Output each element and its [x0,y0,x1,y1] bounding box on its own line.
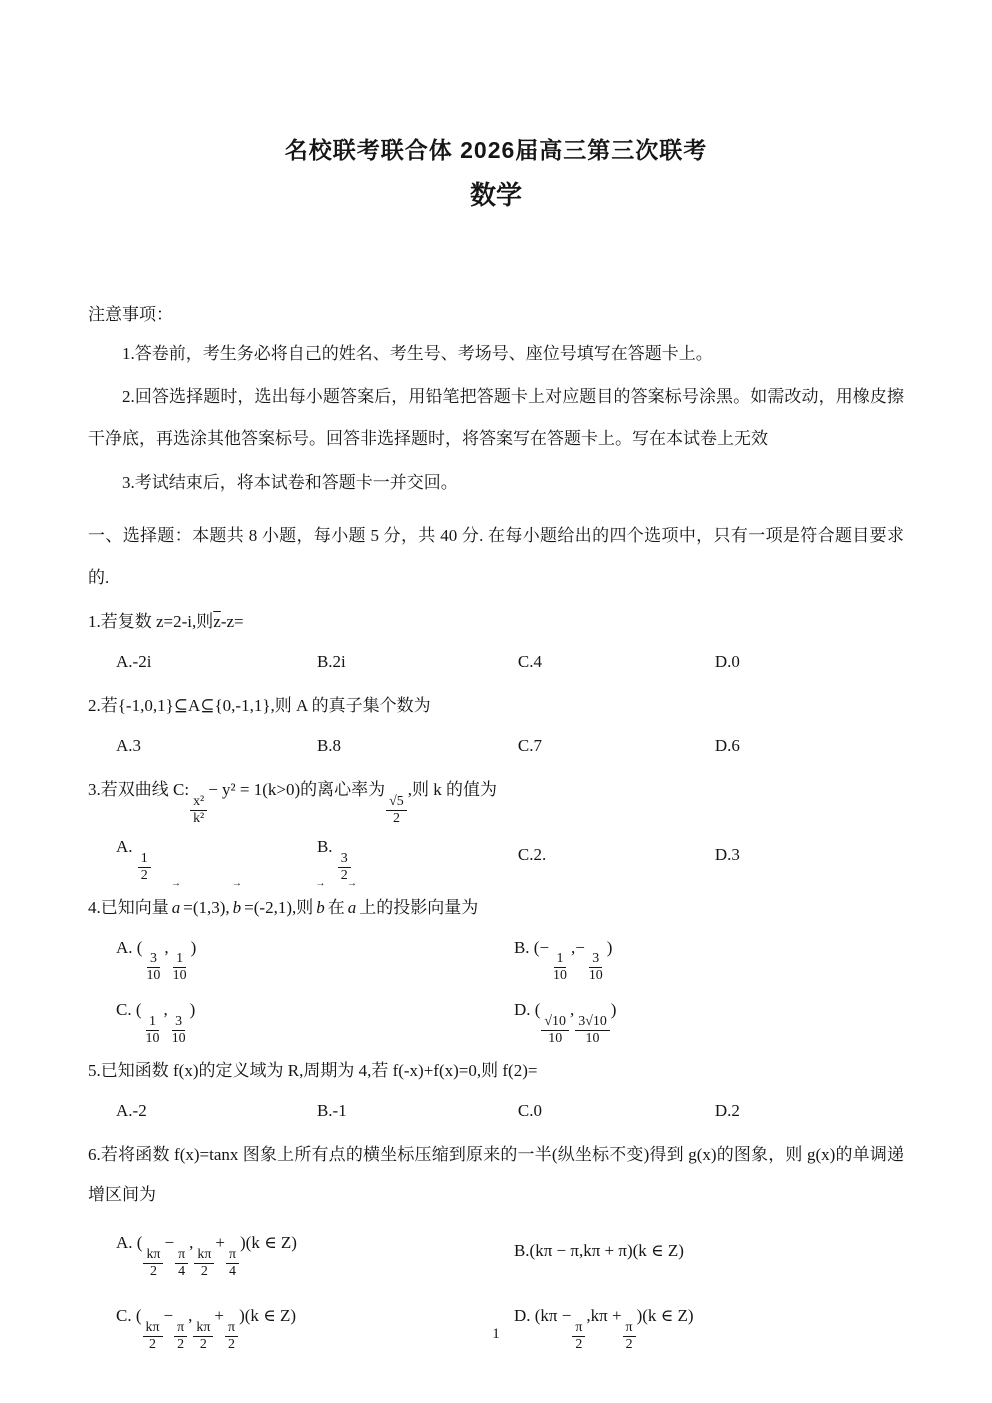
question-6-option-d: D. (kπ − $\frac{\pi}{2}$ ,kπ + $\frac{\pi}{2}$ )(k ∈ Z) [513,1305,694,1352]
question-6-option-a: A. ( $\frac{k\pi}{2}$ − $\frac{\pi}{4}$ , $\frac{k\pi}{2}$ + $\frac{\pi}{4}$ )(k ∈ Z) [116,1233,297,1279]
question-5-option-a: A.-2 [116,1101,147,1121]
question-2 [88,686,904,766]
question-4 [88,888,904,1048]
question-1-option-a: A.-2i [116,652,152,672]
question-2-stem: 2.若{-1,0,1}⊆A⊆{0,-1,1},则 A 的真子集个数为 [88,696,431,716]
question-4-option-d: D. ( $\frac{√10}{10}$ , $\frac{3√10}{10}$ ) [513,1000,617,1047]
question-5-option-c: C.0 [517,1101,542,1121]
question-3-options [88,827,904,884]
question-5-option-d: D.2 [714,1101,740,1121]
question-3-option-d: D.3 [714,845,740,865]
question-1-options [88,642,904,682]
question-2-option-c: C.7 [517,736,542,756]
note-item-2: 2.回答选择题时，选出每小题答案后，用铅笔把答题卡上对应题目的答案标号涂黑。如需改动，用橡皮擦干净底，再选涂其他答案标号。回答非选择题时，将答案写在答题卡上。写在本试卷上无效 [88,387,904,448]
question-3 [88,770,904,884]
notes-heading: 注意事项： [88,305,173,324]
question-4-option-c: C. ( $\frac{1}{10}$ , $\frac{3}{10}$ ) [116,1000,196,1047]
question-1-option-b: B.2i [316,652,346,672]
question-2-option-b: B.8 [316,736,342,756]
question-2-option-d: D.6 [714,736,740,756]
question-6-stem: 6.若将函数 f(x)=tanx 图象上所有点的横坐标压缩到原来的一半(纵坐标不变)得到 g(x)的图象，则 g(x)的单调递增区间为 [88,1145,904,1205]
question-2-options [88,726,904,766]
question-6-option-c: C. ( $\frac{k\pi}{2}$ − $\frac{\pi}{2}$ , $\frac{k\pi}{2}$ + $\frac{\pi}{2}$ )(k ∈ Z) [116,1305,297,1352]
question-5-stem: 5.已知函数 f(x)的定义域为 R,周期为 4,若 f(-x)+f(x)=0,则 f(2)= [88,1061,538,1081]
question-1-stem: 1.若复数 z=2-i,则$\overline{z}-z=$ [88,612,244,632]
question-1-option-d: D.0 [714,652,740,672]
question-6-option-b: B.(kπ − π,kπ + π)(k ∈ Z) [513,1241,684,1261]
question-4-options [88,928,904,1048]
question-1-option-c: C.4 [517,652,542,672]
question-6 [88,1135,904,1352]
question-5-options [88,1091,904,1131]
page-title: 名校联考联合体 2026届高三第三次联考 [284,137,708,163]
question-3-option-b: B. $\frac{3}{2}$ [317,827,518,884]
page-number: 1 [492,1326,500,1342]
question-4-stem: 4.已知向量 → a =(1,3), → b =(-2,1),则 → b 在 → a 上的投影向量为 [88,888,904,928]
section-heading: 一、选择题：本题共 8 小题，每小题 5 分，共 40 分. 在每小题给出的四个选项中，只有一项是符合题目要求的. [88,526,904,587]
question-3-stem: 3.若双曲线 C: $\frac{\text{x²}}{\text{k²}}$ − y² = 1(k>0)的离心率为 $\frac{√5}{2}$ ,则 k 的值为 [88,780,498,826]
question-1 [88,602,904,682]
note-item-3: 3.考试结束后，将本试卷和答题卡一并交回。 [122,472,458,492]
question-5 [88,1051,904,1131]
question-2-option-a: A.3 [116,736,142,756]
question-3-option-c: C.2. [517,845,547,865]
subject-title: 数学 [469,180,522,210]
question-4-option-a: A. ( $\frac{3}{10}$ , $\frac{1}{10}$ ) [116,937,197,984]
note-item-1: 1.答卷前，考生务必将自己的姓名、考生号、考场号、座位号填写在答题卡上。 [122,343,713,363]
question-5-option-b: B.-1 [316,1101,347,1121]
question-3-option-a: A. $\frac{1}{2}$ [116,827,317,884]
question-4-option-b: B. (− $\frac{1}{10}$ ,− $\frac{3}{10}$ ) [513,937,613,984]
